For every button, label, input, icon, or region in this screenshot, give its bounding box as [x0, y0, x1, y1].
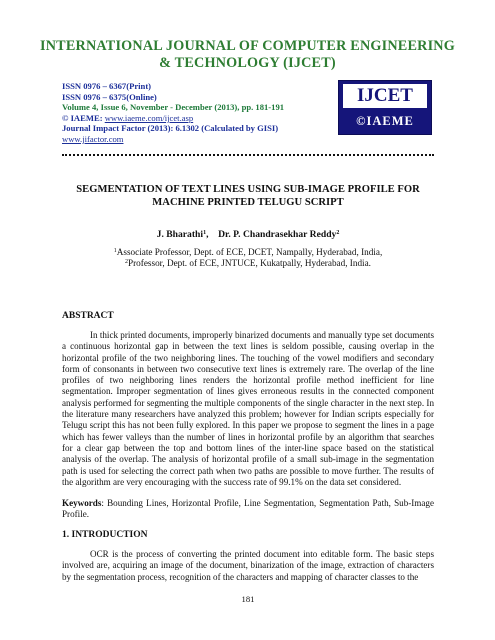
issn-online: ISSN 0976 – 6375(Online): [62, 91, 157, 102]
author-1: J. Bharathi: [156, 229, 204, 240]
iaeme-line: [62, 113, 332, 124]
affiliation-1: [62, 247, 434, 258]
volume-info: Volume 4, Issue 6, November - December (2013), pp. 181-191: [62, 102, 285, 113]
affiliations: [62, 247, 434, 270]
affiliation-2-sup: 2: [125, 259, 129, 266]
page-number: 181: [241, 594, 255, 604]
journal-metadata: [62, 81, 332, 145]
keywords-text: : Bounding Lines, Horizontal Profile, Line Segmentation, Segmentation Path, Sub-Image Profile.: [62, 498, 434, 520]
ijcet-logo: [338, 80, 432, 135]
abstract-body: In thick printed documents, improperly binarized documents and manually type set documents a continuous horizontal gap in between the text lines is seldom possible, causing overlap in the horizontal profile of the two neighboring lines. The touching of the vowel modifiers and secondary form of consonants in between two consecutive text lines is extremely rare. The overlap of the line profiles of two neighboring lines renders the horizontal profile method inefficient for line segmentation. Improper segmentation of lines gives erroneous results in the connected component analysis performed for segmenting the multiple components of the single character in the next step. In the literature many researchers have analyzed this problem; however for Indian scripts especially for Telugu script this has not been fully explored. In this paper we propose to segment the lines in a page which has fewer valleys than the number of lines in horizontal profile by an algorithm that searches for a clear gap between the top and bottom lines of the inter-line space based on the statistical analysis of the overlap. The analysis of horizontal profile of a small sub-image in the segmentation path is used for selecting the correct path when two paths are possible to move further. The results of the algorithm are very encouraging with the success rate of 99.1% on the data set considered.: [62, 330, 434, 487]
affiliation-2-text: Professor, Dept. of ECE, JNTUCE, Kukatpally, Hyderabad, India.: [128, 258, 371, 269]
journal-title: INTERNATIONAL JOURNAL OF COMPUTER ENGINEERING & TECHNOLOGY (IJCET): [40, 38, 455, 71]
iaeme-label: © IAEME:: [62, 112, 103, 123]
issn-print: ISSN 0976 – 6367(Print): [62, 81, 152, 91]
impact-factor: Journal Impact Factor (2013): 6.1302 (Calculated by GISI): [62, 123, 279, 134]
author-2: Dr. P. Chandrasekhar Reddy: [218, 229, 337, 240]
iaeme-link[interactable]: www.iaeme.com/ijcet.asp: [104, 112, 194, 123]
abstract-heading: ABSTRACT: [62, 311, 114, 321]
introduction-heading: 1. INTRODUCTION: [62, 530, 148, 540]
affiliation-1-sup: 1: [113, 248, 117, 254]
affiliation-2: [62, 258, 434, 269]
author-line: J. Bharathi$^1$, Dr. P. Chandrasekhar Reddy$^2$: [156, 229, 340, 240]
keywords-label: Keywords: [62, 498, 102, 508]
introduction-body: OCR is the process of converting the printed document into editable form. The basic steps involved are, acquiring an image of the document, binarization of the image, extraction of characters by the segmentation process, recognition of the characters and mapping of character classes to the: [62, 549, 434, 582]
affiliation-1-text: Associate Professor, Dept. of ECE, DCET, Nampally, Hyderabad, India,: [116, 247, 383, 257]
author-2-sup: 2: [336, 230, 340, 236]
paper-title: SEGMENTATION OF TEXT LINES USING SUB-IMAGE PROFILE FOR MACHINE PRINTED TELUGU SCRIPT: [76, 184, 420, 208]
logo-top-text: IJCET: [343, 84, 427, 108]
author-1-sup: 1: [203, 230, 207, 236]
dotted-divider: [62, 154, 434, 156]
logo-bottom-text: ©IAEME: [356, 114, 414, 128]
keywords: [62, 498, 434, 521]
jifactor-link[interactable]: www.jifactor.com: [62, 133, 124, 144]
